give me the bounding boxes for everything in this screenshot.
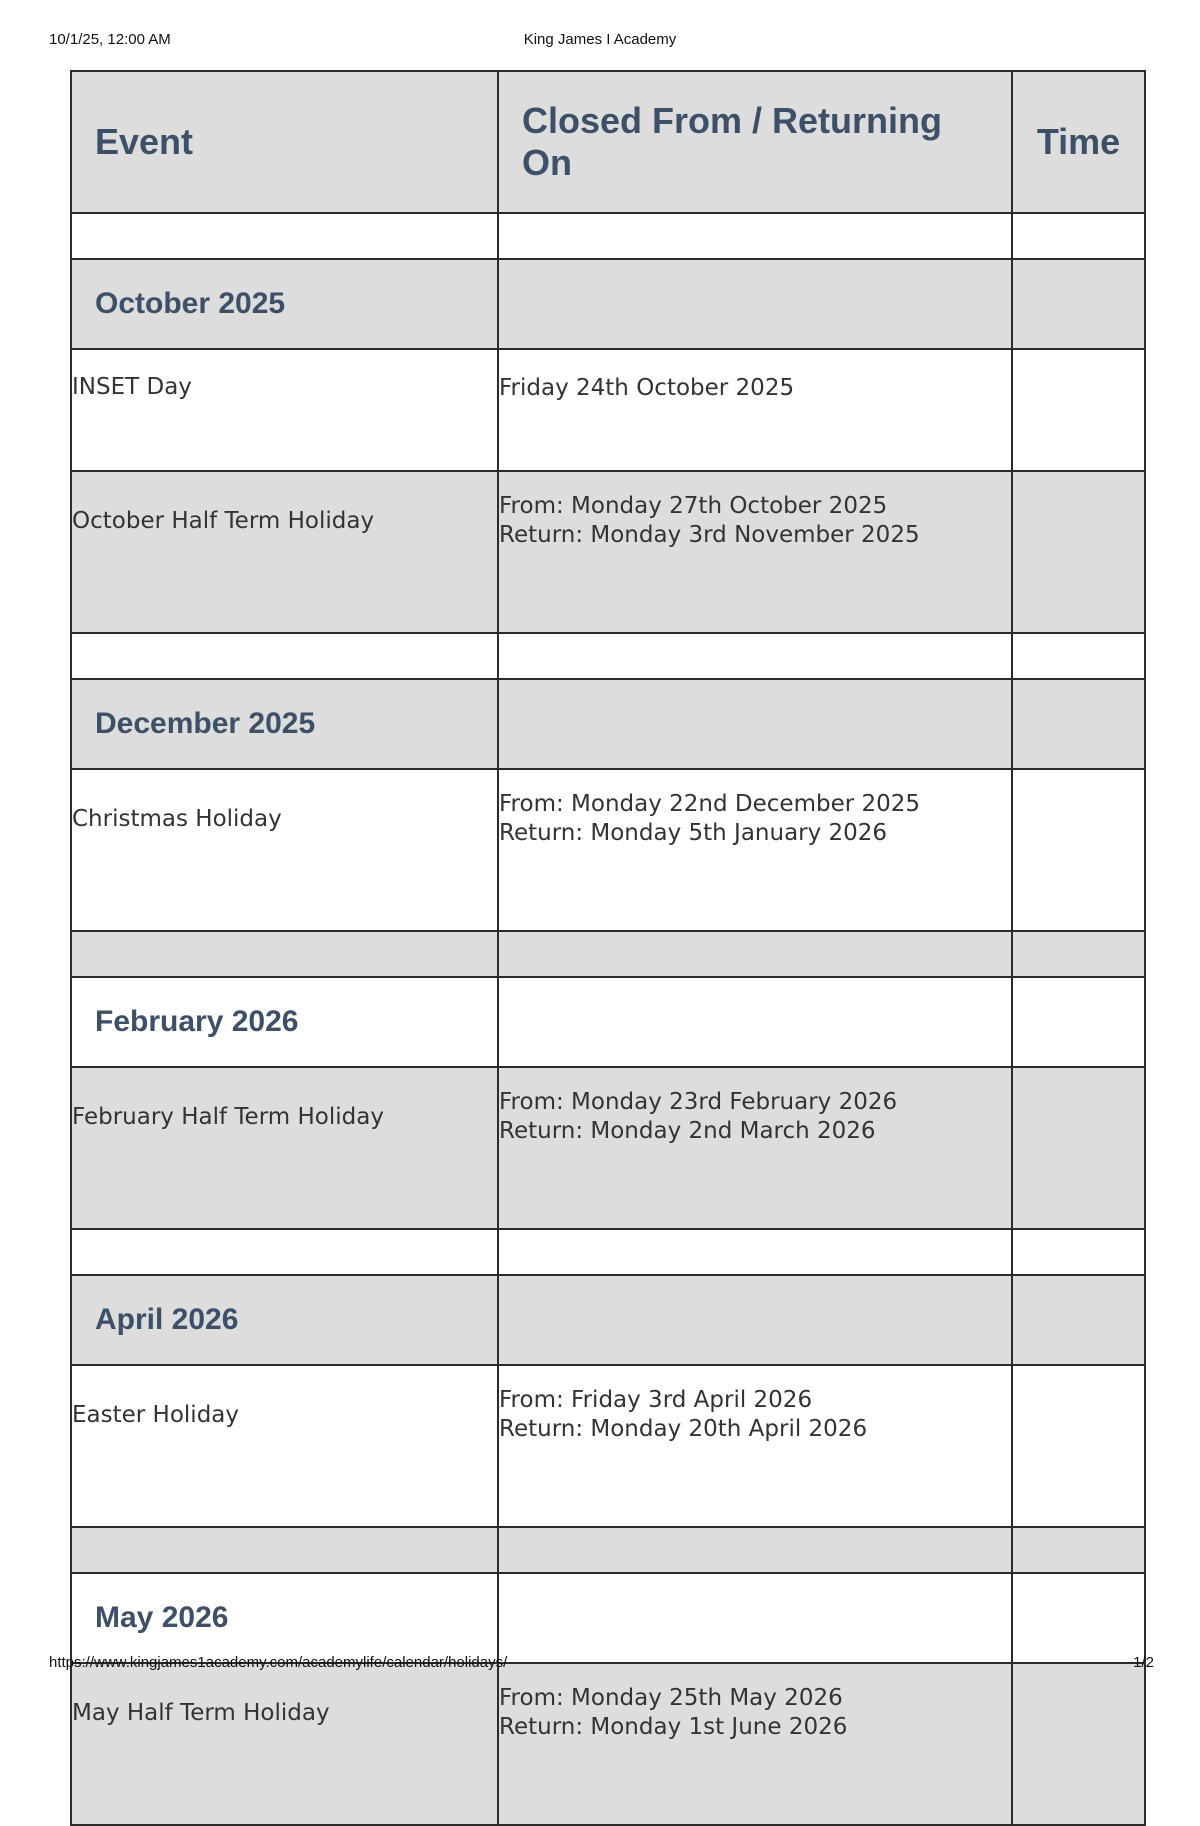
holidays-table — [70, 70, 1146, 1826]
event-dates — [498, 769, 1012, 931]
event-time — [1012, 471, 1145, 633]
spacer-row — [71, 213, 1145, 259]
date-from: From: Monday 23rd February 2026 — [499, 1089, 898, 1115]
header-event: Event — [71, 71, 498, 213]
table-row — [71, 1067, 1145, 1229]
event-name: Easter Holiday — [71, 1365, 498, 1527]
month-row-april — [71, 1275, 1145, 1365]
table-header-row — [71, 71, 1145, 213]
event-name: Christmas Holiday — [71, 769, 498, 931]
event-name: February Half Term Holiday — [71, 1067, 498, 1229]
event-name: INSET Day — [71, 349, 498, 471]
month-label: February 2026 — [71, 977, 498, 1067]
month-row-may — [71, 1573, 1145, 1663]
table-row — [71, 349, 1145, 471]
spacer-row — [71, 1229, 1145, 1275]
event-name: May Half Term Holiday — [71, 1663, 498, 1825]
header-time: Time — [1012, 71, 1145, 213]
event-dates — [498, 1067, 1012, 1229]
event-dates — [498, 1365, 1012, 1527]
event-dates — [498, 1663, 1012, 1825]
event-time — [1012, 1067, 1145, 1229]
month-row-december — [71, 679, 1145, 769]
month-label: December 2025 — [71, 679, 498, 769]
event-name: October Half Term Holiday — [71, 471, 498, 633]
event-time — [1012, 769, 1145, 931]
spacer-row — [71, 1527, 1145, 1573]
date-from: From: Friday 3rd April 2026 — [499, 1387, 813, 1413]
date-from: From: Monday 27th October 2025 — [499, 493, 888, 519]
date-return: Return: Monday 3rd November 2025 — [499, 522, 920, 548]
date-return: Return: Monday 5th January 2026 — [499, 820, 888, 846]
print-url: https://www.kingjames1academy.com/academylife/calendar/holidays/ — [49, 1654, 508, 1671]
print-datetime: 10/1/25, 12:00 AM — [49, 31, 171, 48]
date-line: Friday 24th October 2025 — [499, 375, 795, 401]
month-row-october — [71, 259, 1145, 349]
date-return: Return: Monday 2nd March 2026 — [499, 1118, 876, 1144]
spacer-row — [71, 931, 1145, 977]
date-return: Return: Monday 20th April 2026 — [499, 1416, 868, 1442]
table-row — [71, 471, 1145, 633]
month-label: April 2026 — [71, 1275, 498, 1365]
event-dates — [498, 471, 1012, 633]
event-time — [1012, 1663, 1145, 1825]
date-from: From: Monday 22nd December 2025 — [499, 791, 921, 817]
table-row — [71, 769, 1145, 931]
event-time — [1012, 349, 1145, 471]
date-from: From: Monday 25th May 2026 — [499, 1685, 843, 1711]
event-time — [1012, 1365, 1145, 1527]
table-row — [71, 1365, 1145, 1527]
table-row — [71, 1663, 1145, 1825]
print-page-number: 1/2 — [1133, 1654, 1154, 1671]
date-return: Return: Monday 1st June 2026 — [499, 1714, 848, 1740]
event-dates — [498, 349, 1012, 471]
print-page-title: King James I Academy — [523, 31, 677, 48]
header-closed-from-returning-on: Closed From / Returning On — [498, 71, 1012, 213]
month-label: October 2025 — [71, 259, 498, 349]
month-label: May 2026 — [71, 1573, 498, 1663]
spacer-row — [71, 633, 1145, 679]
month-row-february — [71, 977, 1145, 1067]
